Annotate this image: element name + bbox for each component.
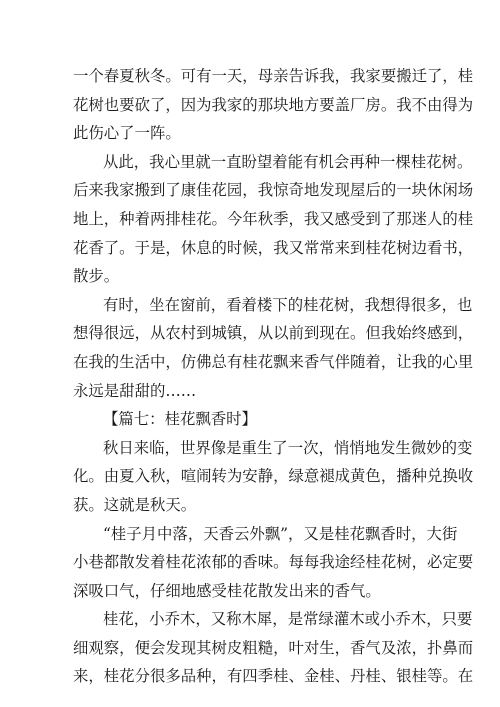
paragraph bbox=[73, 62, 474, 148]
paragraph-line: 后来我家搬到了康佳花园，我惊奇地发现屋后的一块休闲场 bbox=[73, 181, 474, 200]
paragraph-line: “桂子月中落，天香云外飘”，又是桂花飘香时，大街 bbox=[103, 524, 458, 543]
paragraph-line: 获。这就是秋天。 bbox=[73, 495, 197, 514]
paragraph-line: 在我的生活中，仿佛总有桂花飘来香气伴随着，让我的心里 bbox=[73, 352, 474, 371]
paragraph-line: 细观察，便会发现其树皮粗糙，叶对生，香气及浓，扑鼻而 bbox=[73, 638, 474, 657]
paragraph bbox=[73, 405, 433, 434]
paragraph-line: 从此，我心里就一直盼望着能有机会再种一棵桂花树。 bbox=[103, 152, 473, 171]
paragraph-line: 来，桂花分很多品种，有四季桂、金桂、丹桂、银桂等。在 bbox=[73, 667, 474, 686]
paragraph-line: 此伤心了一阵。 bbox=[73, 124, 181, 143]
paragraph-line: 桂花，小乔木，又称木犀，是常绿灌木或小乔木，只要 bbox=[103, 610, 473, 629]
paragraph-line: 深吸口气，仔细地感受桂花散发出来的香气。 bbox=[73, 581, 381, 600]
paragraph-line: 小巷都散发着桂花浓郁的香味。每每我途经桂花树，必定要 bbox=[73, 553, 474, 572]
paragraph-line: 【篇七：桂花飘香时】 bbox=[103, 410, 257, 429]
paragraph bbox=[73, 148, 474, 291]
paragraph-line: 秋日来临，世界像是重生了一次，悄悄地发生微妙的变 bbox=[103, 438, 473, 457]
paragraph bbox=[73, 434, 474, 520]
paragraph-line: 永远是甜甜的…… bbox=[73, 381, 197, 400]
paragraph-line: 花香了。于是，休息的时候，我又常常来到桂花树边看书， bbox=[73, 238, 474, 257]
paragraph bbox=[73, 291, 474, 405]
paragraph-line: 有时，坐在窗前，看着楼下的桂花树，我想得很多，也 bbox=[103, 295, 473, 314]
paragraph bbox=[73, 520, 474, 606]
paragraph-line: 一个春夏秋冬。可有一天，母亲告诉我，我家要搬迁了，桂 bbox=[73, 67, 474, 85]
paragraph-line: 散步。 bbox=[73, 267, 120, 286]
paragraph bbox=[73, 605, 474, 691]
paragraph-line: 化。由夏入秋，喧闹转为安静，绿意褪成黄色，播种兑换收 bbox=[73, 467, 474, 486]
paragraph-line: 地上，种着两排桂花。今年秋季，我又感受到了那迷人的桂 bbox=[73, 209, 474, 228]
paragraph-line: 花树也要砍了，因为我家的那块地方要盖厂房。我不由得为 bbox=[73, 95, 474, 114]
document-body bbox=[73, 62, 474, 691]
paragraph-line: 想得很远，从农村到城镇，从以前到现在。但我始终感到， bbox=[73, 324, 474, 343]
